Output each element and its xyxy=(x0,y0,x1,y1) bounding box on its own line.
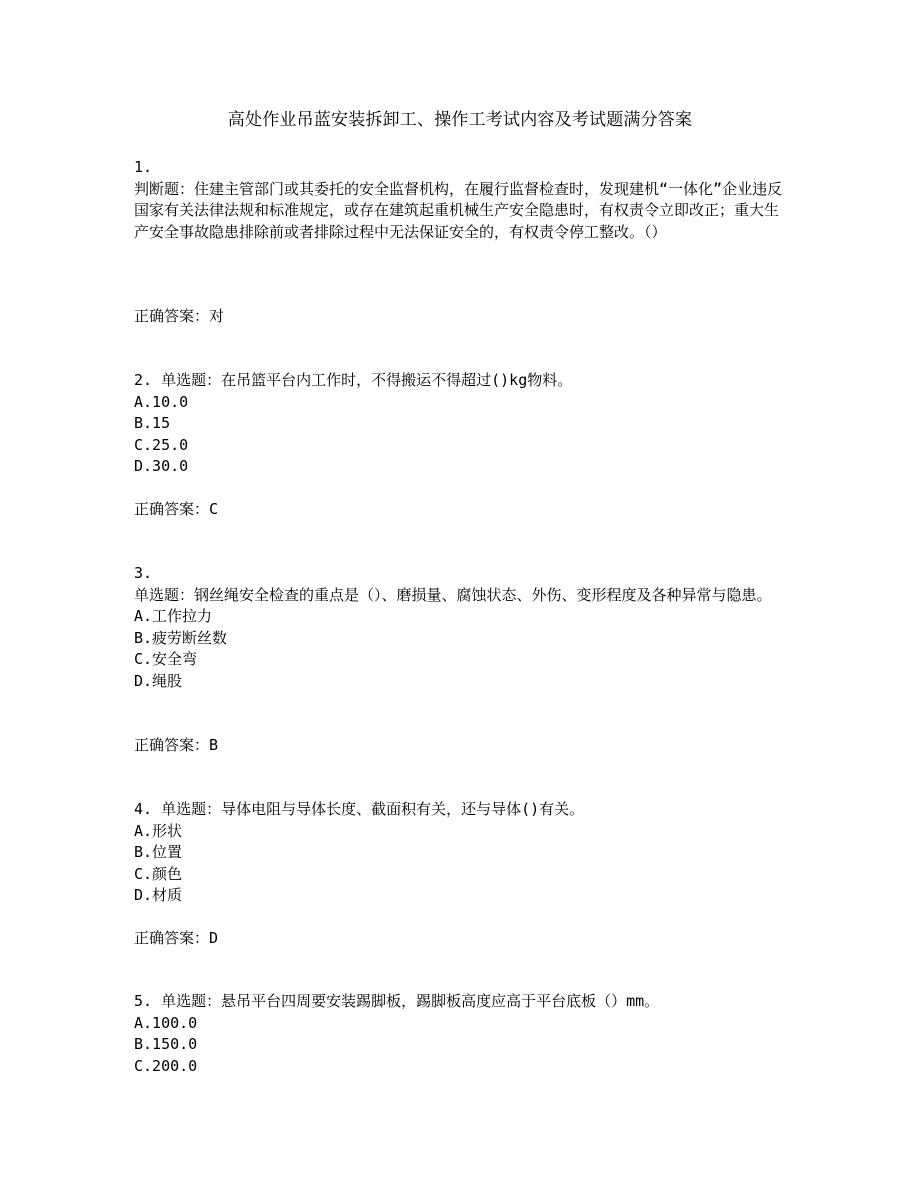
question-3 xyxy=(134,563,786,693)
option-d: D.绳股 xyxy=(134,671,183,690)
option-b: B.15 xyxy=(134,414,171,433)
answer-3: 正确答案：B xyxy=(134,736,219,754)
question-text xyxy=(134,991,786,1013)
question-4 xyxy=(134,799,786,907)
answer-1: 正确答案：对 xyxy=(134,307,225,325)
question-stem: 单选题：在吊篮平台内工作时，不得搬运不得超过()kg物料。 xyxy=(161,371,573,389)
option-c: C.颜色 xyxy=(134,864,183,883)
answer-4: 正确答案：D xyxy=(134,929,219,947)
question-stem: 单选题：导体电阻与导体长度、截面积有关，还与导体()有关。 xyxy=(161,800,585,818)
option-a: A.形状 xyxy=(134,821,183,840)
question-number: 5. xyxy=(134,992,153,1010)
option-d: D.30.0 xyxy=(134,457,189,476)
question-text xyxy=(134,370,786,392)
option-c: C.200.0 xyxy=(134,1056,198,1075)
question-text: 判断题：住建主管部门或其委托的安全监督机构，在履行监督检查时，发现建机“一体化”企业违反国家有关法律法规和标准规定，或存在建筑起重机械生产安全隐患时，有权责令立即改正；重大生产安全事故隐患排除前或者排除过程中无法保证安全的，有权责令停工整改。（） xyxy=(134,179,783,241)
question-text: 单选题：钢丝绳安全检查的重点是（）、磨损量、腐蚀状态、外伤、变形程度及各种异常与隐患。 xyxy=(134,585,772,604)
question-number: 2. xyxy=(134,371,153,389)
option-c: C.25.0 xyxy=(134,435,189,454)
option-b: B.疲劳断丝数 xyxy=(134,628,228,647)
question-stem: 单选题：悬吊平台四周要安装踢脚板，踢脚板高度应高于平台底板（）mm。 xyxy=(161,992,660,1010)
question-5 xyxy=(134,991,786,1077)
option-a: A.工作拉力 xyxy=(134,607,213,626)
option-b: B.150.0 xyxy=(134,1035,198,1054)
question-1 xyxy=(134,157,786,243)
document-title: 高处作业吊蓝安装拆卸工、操作工考试内容及考试题满分答案 xyxy=(227,110,693,130)
option-a: A.100.0 xyxy=(134,1013,198,1032)
answer-2: 正确答案：C xyxy=(134,500,219,518)
question-text xyxy=(134,799,786,821)
question-2 xyxy=(134,370,786,478)
question-number: 4. xyxy=(134,800,153,818)
question-number: 1. xyxy=(134,158,153,176)
option-a: A.10.0 xyxy=(134,392,189,411)
option-c: C.安全弯 xyxy=(134,650,198,669)
option-d: D.材质 xyxy=(134,886,183,905)
option-b: B.位置 xyxy=(134,843,183,862)
question-number: 3. xyxy=(134,564,153,582)
